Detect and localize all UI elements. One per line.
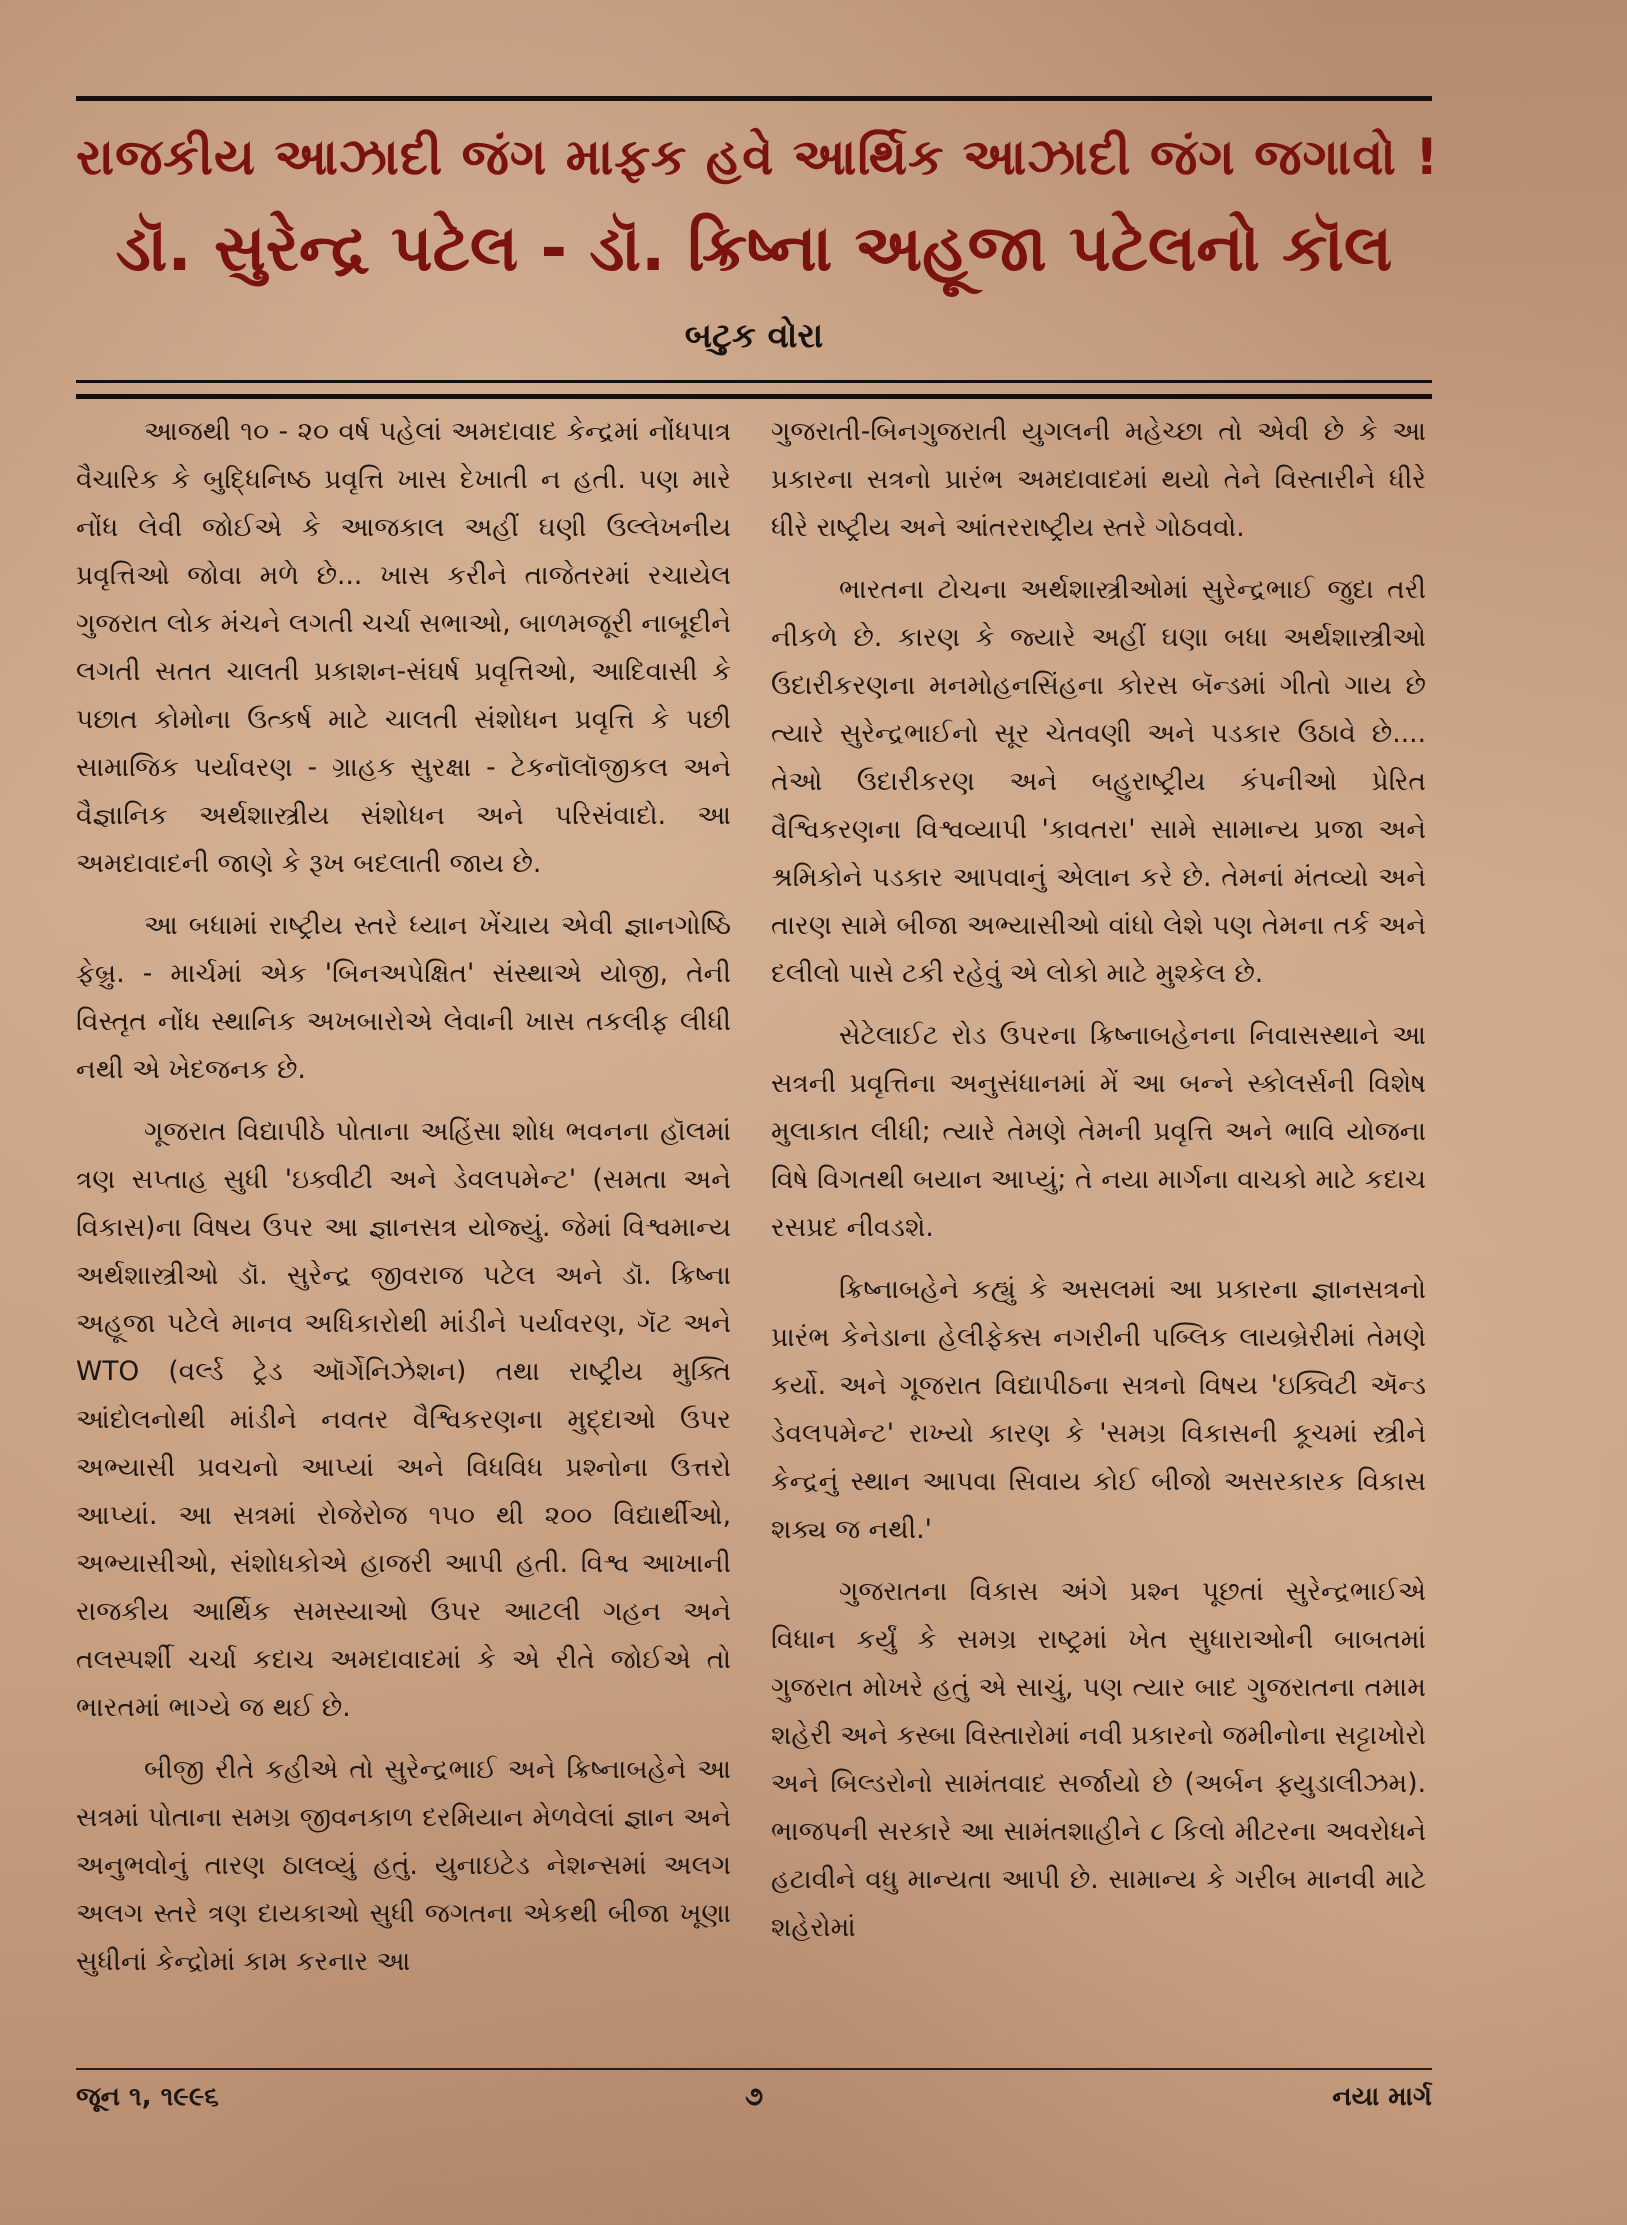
header-rule-thick [76,394,1432,399]
right-column [771,408,1426,1966]
left-paragraph-1: આજથી ૧૦ - ૨૦ વર્ષ પહેલાં અમદાવાદ કેન્દ્રમાં નોંધપાત્ર વૈચારિક કે બુદ્ધિનિષ્ઠ પ્રવૃત્તિ ખાસ દેખાતી ન હતી. પણ મારે નોંધ લેવી જોઈએ કે આજકાલ અહીં ઘણી ઉલ્લેખનીય પ્રવૃત્તિઓ જોવા મળે છે... ખાસ કરીને તાજેતરમાં રચાયેલ ગુજરાત લોક મંચને લગતી ચર્ચા સભાઓ, બાળમજૂરી નાબૂદીને લગતી સતત ચાલતી પ્રકાશન-સંઘર્ષ પ્રવૃત્તિઓ, આદિવાસી કે પછાત કોમોના ઉત્કર્ષ માટે ચાલતી સંશોધન પ્રવૃત્તિ કે પછી સામાજિક પર્યાવરણ - ગ્રાહક સુરક્ષા - ટેકનૉલૉજીકલ અને વૈજ્ઞાનિક અર્થશાસ્ત્રીય સંશોધન અને પરિસંવાદો. આ અમદાવાદની જાણે કે રૂખ બદલાતી જાય છે. [76,416,731,879]
right-paragraph-5: ગુજરાતના વિકાસ અંગે પ્રશ્ન પૂછતાં સુરેન્દ્રભાઈએ વિધાન કર્યું કે સમગ્ર રાષ્ટ્રમાં ખેત સુધારાઓની બાબતમાં ગુજરાત મોખરે હતું એ સાચું, પણ ત્યાર બાદ ગુજરાતના તમામ શહેરી અને કસ્બા વિસ્તારોમાં નવી પ્રકારનો જમીનોના સટ્ટાખોરો અને બિલ્ડરોનો સામંતવાદ સર્જાયો છે (અર્બન ફ્યુડાલીઝમ). ભાજપની સરકારે આ સામંતશાહીને ૮ કિલો મીટરના અવરોધને હટાવીને વધુ માન્યતા આપી છે. સામાન્ય કે ગરીબ માનવી માટે શહેરોમાં [771,1576,1426,1943]
right-paragraph-2: ભારતના ટોચના અર્થશાસ્ત્રીઓમાં સુરેન્દ્રભાઈ જુદા તરી નીકળે છે. કારણ કે જ્યારે અહીં ઘણા બધા અર્થશાસ્ત્રીઓ ઉદારીકરણના મનમોહનસિંહના કોરસ બૅન્ડમાં ગીતો ગાય છે ત્યારે સુરેન્દ્રભાઈનો સૂર ચેતવણી અને પડકાર ઉઠાવે છે.... તેઓ ઉદારીકરણ અને બહુરાષ્ટ્રીય કંપનીઓ પ્રેરિત વૈશ્વિકરણના વિશ્વવ્યાપી 'કાવતરા' સામે સામાન્ય પ્રજા અને શ્રમિકોને પડકાર આપવાનું એલાન કરે છે. તેમનાં મંતવ્યો અને તારણ સામે બીજા અભ્યાસીઓ વાંધો લેશે પણ તેમના તર્ક અને દલીલો પાસે ટકી રહેવું એ લોકો માટે મુશ્કેલ છે. [771,574,1426,989]
footer-date: જૂન ૧, ૧૯૯૬ [76,2082,219,2112]
right-paragraph-4: ક્રિષ્નાબહેને કહ્યું કે અસલમાં આ પ્રકારના જ્ઞાનસત્રનો પ્રારંભ કેનેડાના હેલીફેક્સ નગરીની પબ્લિક લાયબ્રેરીમાં તેમણે કર્યો. અને ગૂજરાત વિદ્યાપીઠના સત્રનો વિષય 'ઇક્વિટી ઍન્ડ ડેવલપમેન્ટ' રાખ્યો કારણ કે 'સમગ્ર વિકાસની કૂચમાં સ્ત્રીને કેન્દ્રનું સ્થાન આપવા સિવાય કોઈ બીજો અસરકારક વિકાસ શક્ય જ નથી.' [771,1274,1426,1545]
right-paragraph-1: ગુજરાતી-બિનગુજરાતી યુગલની મહેચ્છા તો એવી છે કે આ પ્રકારના સત્રનો પ્રારંભ અમદાવાદમાં થયો તેને વિસ્તારીને ધીરે ધીરે રાષ્ટ્રીય અને આંતરરાષ્ટ્રીય સ્તરે ગોઠવવો. [771,416,1426,543]
left-paragraph-3: ગૂજરાત વિદ્યાપીઠે પોતાના અહિંસા શોધ ભવનના હૉલમાં ત્રણ સપ્તાહ સુધી 'ઇક્વીટી અને ડેવલપમેન્ટ' (સમતા અને વિકાસ)ના વિષય ઉપર આ જ્ઞાનસત્ર યોજ્યું. જેમાં વિશ્વમાન્ય અર્થશાસ્ત્રીઓ ડૉ. સુરેન્દ્ર જીવરાજ પટેલ અને ડૉ. ક્રિષ્ના અહૂજા પટેલે માનવ અધિકારોથી માંડીને પર્યાવરણ, ગૅટ અને WTO (વર્લ્ડ ટ્રેડ ઑર્ગેનિઝેશન) તથા રાષ્ટ્રીય મુક્તિ આંદોલનોથી માંડીને નવતર વૈશ્વિકરણના મુદ્દાઓ ઉપર અભ્યાસી પ્રવચનો આપ્યાં અને વિધવિધ પ્રશ્નોના ઉત્તરો આપ્યાં. આ સત્રમાં રોજેરોજ ૧૫૦ થી ૨૦૦ વિદ્યાર્થીઓ, અભ્યાસીઓ, સંશોધકોએ હાજરી આપી હતી. વિશ્વ આખાની રાજકીય આર્થિક સમસ્યાઓ ઉપર આટલી ગહન અને તલસ્પર્શી ચર્ચા કદાચ અમદાવાદમાં કે એ રીતે જોઈએ તો ભારતમાં ભાગ્યે જ થઈ છે. [76,1116,731,1723]
footer-rule [76,2068,1432,2070]
headline-line-2: ડૉ. સુરેન્દ્ર પટેલ - ડૉ. ક્રિષ્ના અહૂજા પટેલનો કૉલ [115,212,1393,286]
footer-publication: નયા માર્ગ [1332,2082,1432,2112]
byline: બટુક વોરા [684,316,824,356]
left-column [76,408,731,2000]
headline-line-1: રાજકીય આઝાદી જંગ માફક હવે આર્થિક આઝાદી જંગ જગાવો ! [76,128,1440,186]
magazine-page [76,0,1440,2225]
top-rule [76,96,1432,101]
header-rule-thin [76,380,1432,383]
page-footer [76,2082,1432,2122]
left-paragraph-4: બીજી રીતે કહીએ તો સુરેન્દ્રભાઈ અને ક્રિષ્નાબહેને આ સત્રમાં પોતાના સમગ્ર જીવનકાળ દરમિયાન મેળવેલાં જ્ઞાન અને અનુભવોનું તારણ ઠાલવ્યું હતું. યુનાઇટેડ નેશન્સમાં અલગ અલગ સ્તરે ત્રણ દાયકાઓ સુધી જગતના એકથી બીજા ખૂણા સુધીનાં કેન્દ્રોમાં કામ કરનાર આ [76,1754,731,1977]
footer-page-number: ૭ [744,2082,764,2112]
right-paragraph-3: સેટેલાઈટ રોડ ઉપરના ક્રિષ્નાબહેનના નિવાસસ્થાને આ સત્રની પ્રવૃત્તિના અનુસંધાનમાં મેં આ બન્ને સ્કોલર્સની વિશેષ મુલાકાત લીધી; ત્યારે તેમણે તેમની પ્રવૃત્તિ અને ભાવિ યોજના વિષે વિગતથી બયાન આપ્યું; તે નયા માર્ગના વાચકો માટે કદાચ રસપ્રદ નીવડશે. [771,1020,1426,1243]
left-paragraph-2: આ બધામાં રાષ્ટ્રીય સ્તરે ધ્યાન ખેંચાય એવી જ્ઞાનગોષ્ઠિ ફેબ્રુ. - માર્ચમાં એક 'બિનઅપેક્ષિત' સંસ્થાએ યોજી, તેની વિસ્તૃત નોંધ સ્થાનિક અખબારોએ લેવાની ખાસ તકલીફ લીધી નથી એ ખેદજનક છે. [76,910,731,1085]
